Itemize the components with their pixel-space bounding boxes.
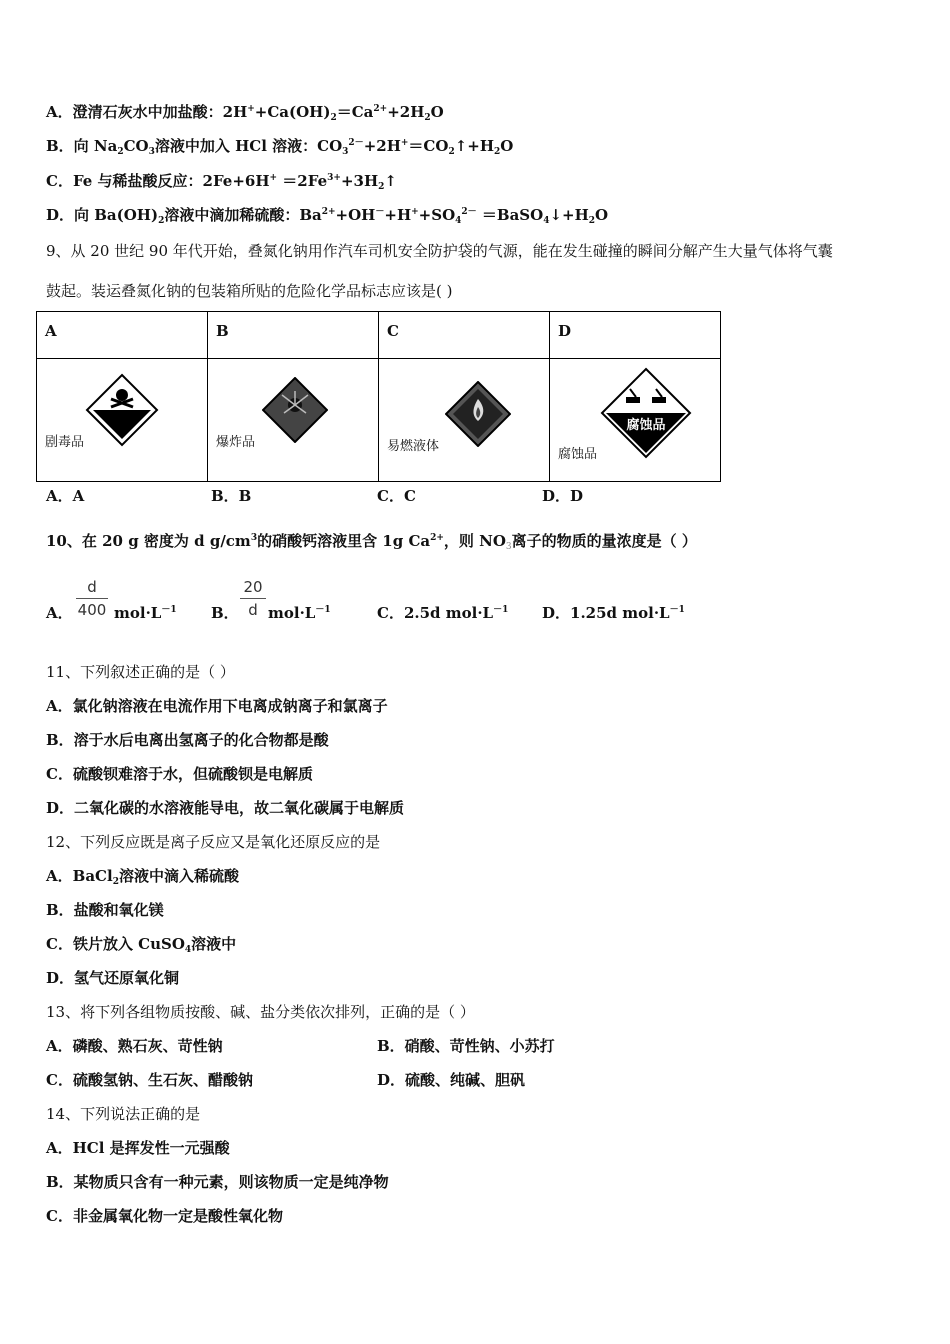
q8-option-a: A．澄清石灰水中加盐酸：$2H^++Ca(OH)_2=Ca^{2+}+2H_2O$ <box>46 103 444 123</box>
q12-option-b: B．盐酸和氧化镁 <box>46 901 164 919</box>
q9-stem-line1: 9、从 20 世纪 90 年代开始，叠氮化钠用作汽车司机安全防护袋的气源，能在发生碰撞的瞬间分解产生大量气体将气囊 <box>46 242 833 260</box>
q11-option-a: A．氯化钠溶液在电流作用下电离成钠离子和氯离子 <box>46 697 388 715</box>
q11-stem: 11、下列叙述正确的是（ ） <box>46 663 235 681</box>
corrosive-sign-icon <box>600 367 692 459</box>
q10-option-a-fraction: d 400 <box>77 578 107 619</box>
sign-label-b: 爆炸品 <box>216 435 256 450</box>
q10-option-b-unit: $mol\cdot L^{-1}$ <box>268 604 331 622</box>
q14-stem: 14、下列说法正确的是 <box>46 1105 201 1123</box>
explosive-sign-icon <box>262 377 328 443</box>
q13-stem: 13、将下列各组物质按酸、碱、盐分类依次排列，正确的是（ ） <box>46 1003 475 1021</box>
q9-stem-line2: 鼓起。装运叠氮化钠的包装箱所贴的危险化学品标志应该是( ) <box>46 282 453 300</box>
q8-option-b: B．向 $Na_2CO_3$溶液中加入 HCl 溶液：$CO_3^{2-}+2H^+=CO_2↑+H_2O$ <box>46 137 514 157</box>
sign-d-text: 腐蚀品 <box>626 418 666 433</box>
q9-option-c: C．C <box>377 487 416 505</box>
q10-option-b-fraction: 20 d <box>240 578 266 619</box>
hazard-sign-table <box>36 311 721 482</box>
header-a: A <box>37 312 208 359</box>
q11-option-b: B．溶于水后电离出氢离子的化合物都是酸 <box>46 731 329 749</box>
q11-option-d: D．二氧化碳的水溶液能导电，故二氧化碳属于电解质 <box>46 799 405 817</box>
flammable-sign-icon <box>445 381 511 447</box>
q10-stem: 10、在 20 g 密度为 d $g/cm^3$的硝酸钙溶液里含 1g $Ca^{2+}$，则 $NO_3$离子的物质的量浓度是（ ） <box>46 532 697 552</box>
q10-option-a-unit: $mol\cdot L^{-1}$ <box>114 604 177 622</box>
header-d: D <box>550 312 721 359</box>
q13-option-d: D．硫酸、纯碱、胆矾 <box>377 1071 526 1089</box>
q14-option-c: C．非金属氧化物一定是酸性氧化物 <box>46 1207 283 1225</box>
q10-option-c: C．2.5d $mol\cdot L^{-1}$ <box>377 604 509 622</box>
header-b: B <box>208 312 379 359</box>
q10-option-b-label: B． <box>211 604 239 622</box>
q13-option-c: C．硫酸氢钠、生石灰、醋酸钠 <box>46 1071 253 1089</box>
sign-label-d: 腐蚀品 <box>558 447 598 462</box>
sign-cell-a <box>37 359 208 482</box>
q12-option-a: A．BaCl$_2$溶液中滴入稀硫酸 <box>46 867 239 887</box>
q12-option-d: D．氢气还原氧化铜 <box>46 969 180 987</box>
q13-option-b: B．硝酸、苛性钠、小苏打 <box>377 1037 555 1055</box>
sign-cell-c <box>379 359 550 482</box>
q11-option-c: C．硫酸钡难溶于水，但硫酸钡是电解质 <box>46 765 313 783</box>
q14-option-b: B．某物质只含有一种元素，则该物质一定是纯净物 <box>46 1173 389 1191</box>
sign-label-a: 剧毒品 <box>45 435 85 450</box>
sign-cell-d <box>550 359 721 482</box>
sign-label-c: 易燃液体 <box>387 439 440 454</box>
q14-option-a: A．HCl 是挥发性一元强酸 <box>46 1139 230 1157</box>
q13-option-a: A．磷酸、熟石灰、苛性钠 <box>46 1037 223 1055</box>
q9-option-b: B．B <box>211 487 252 505</box>
q9-option-a: A．A <box>46 487 85 505</box>
q9-option-d: D．D <box>542 487 584 505</box>
q8-option-c: C．Fe 与稀盐酸反应：$2Fe+6H^+ =2Fe^{3+}+3H_2↑$ <box>46 172 397 192</box>
q12-option-c: C．铁片放入 CuSO$_4$溶液中 <box>46 935 237 955</box>
sign-cell-b <box>208 359 379 482</box>
q8-option-d: D．向 $Ba(OH)_2$溶液中滴加稀硫酸：$Ba^{2+}+OH^-+H^++SO_4^{2-}$ $=BaSO_4↓+H_2O$ <box>46 206 609 226</box>
header-c: C <box>379 312 550 359</box>
q10-option-d: D．1.25d $mol\cdot L^{-1}$ <box>542 604 685 622</box>
q12-stem: 12、下列反应既是离子反应又是氧化还原反应的是 <box>46 833 381 851</box>
toxic-sign-icon <box>85 373 159 447</box>
q10-option-a-label: A． <box>46 604 73 622</box>
